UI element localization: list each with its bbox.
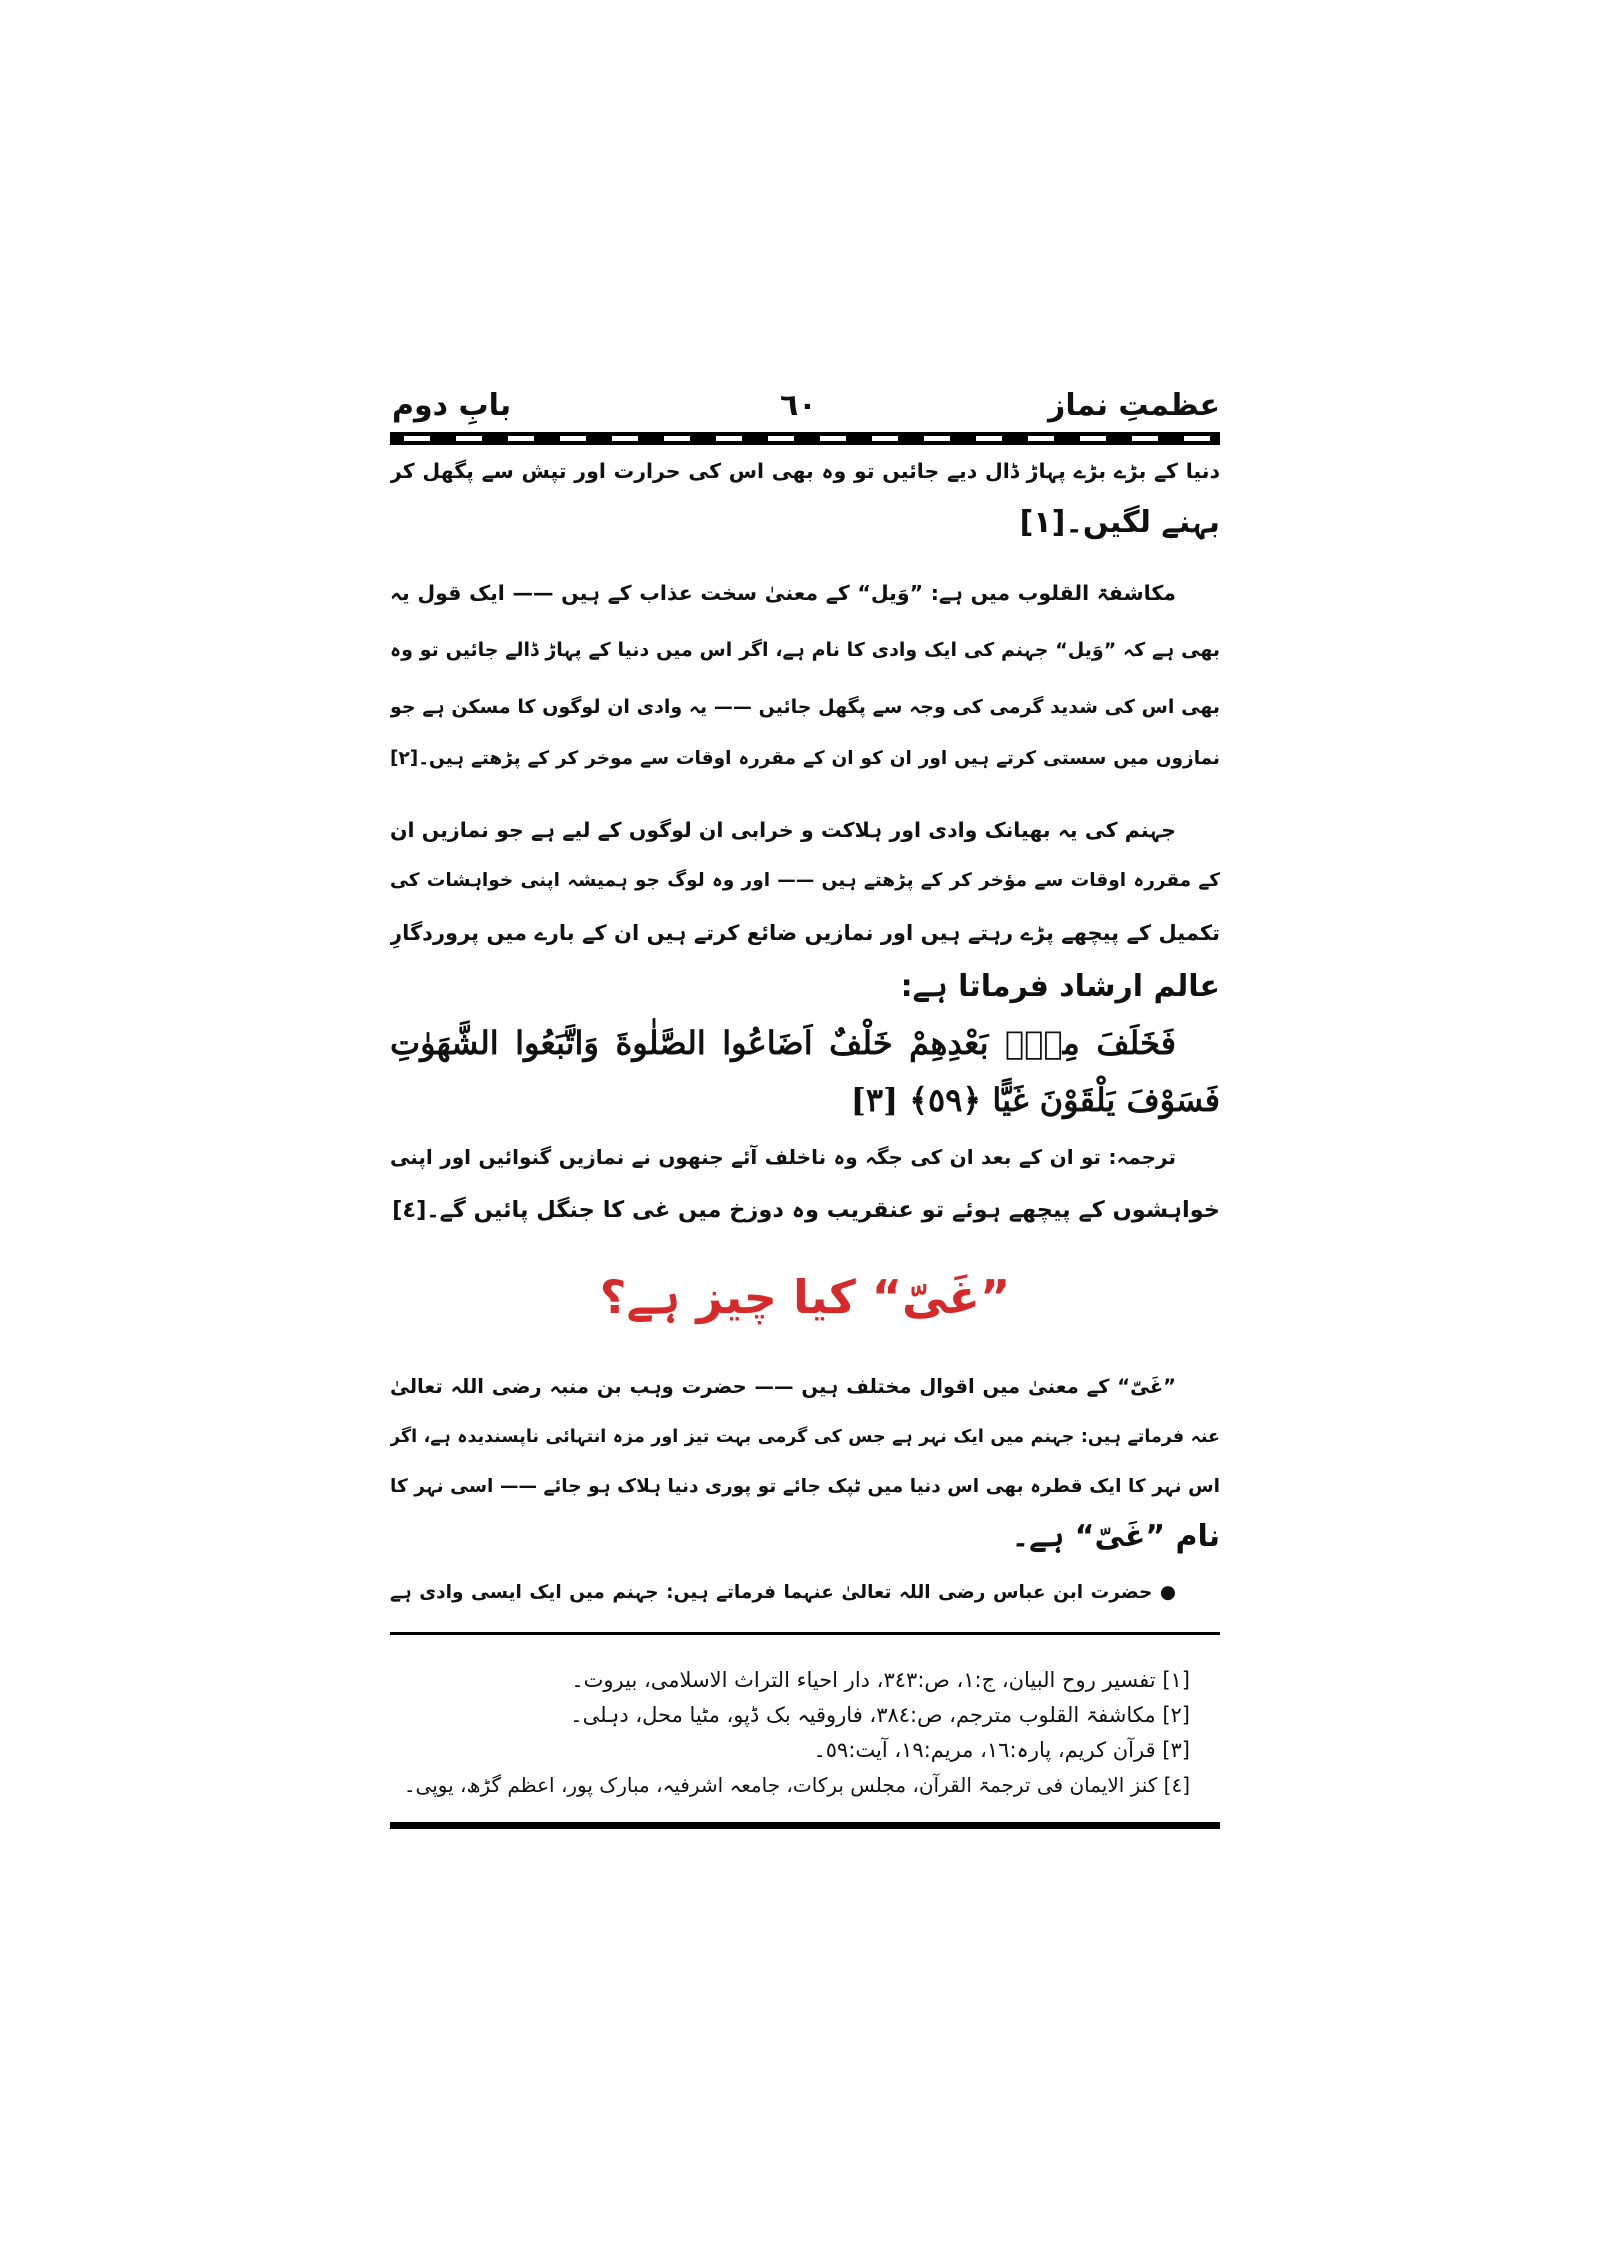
text-line: عنہ فرماتے ہیں: جہنم میں ایک نہر ہے جس کی گرمی بہت تیز اور مزہ انتہائی ناپسندیدہ ہے، اگر	[390, 1427, 1220, 1447]
footnote: [٣] قرآن کریم، پارہ:١٦، مریم:١٩، آیت:٥٩۔	[813, 1738, 1190, 1762]
translation-line: ترجمہ: تو ان کے بعد ان کی جگہ وہ ناخلف آئے جنھوں نے نمازیں گنوائیں اور اپنی	[390, 1145, 1176, 1169]
quran-verse-line: فَسَوْفَ يَلْقَوْنَ غَيًّا ﴿٥٩﴾ [٣]	[850, 1081, 1220, 1119]
footnote-rule	[390, 1632, 1220, 1635]
quran-verse-line: فَخَلَفَ مِنْۢ بَعْدِهِمْ خَلْفٌ اَضَاعُوا الصَّلٰوةَ وَاتَّبَعُوا الشَّهَوٰتِ	[390, 1024, 1176, 1062]
translation-line: خواہشوں کے پیچھے ہوئے تو عنقریب وہ دوزخ میں غی کا جنگل پائیں گے۔[٤]	[392, 1197, 1220, 1223]
footnote: [٤] کنز الایمان فی ترجمۃ القرآن، مجلس برکات، جامعہ اشرفیہ، مبارک پور، اعظم گڑھ، یوپی۔	[403, 1773, 1190, 1797]
text-line: بھی اس کی شدید گرمی کی وجہ سے پگھل جائیں —— یہ وادی ان لوگوں کا مسکن ہے جو	[390, 696, 1220, 718]
text-line: نمازوں میں سستی کرتے ہیں اور ان کو ان کے مقررہ اوقات سے موخر کر کے پڑھتے ہیں۔[٢]	[390, 748, 1220, 769]
text-line: مکاشفۃ القلوب میں ہے: ”وَیل“ کے معنیٰ سخت عذاب کے ہیں —— ایک قول یہ	[390, 581, 1176, 605]
text-line: بہنے لگیں۔[١]	[1019, 505, 1220, 540]
text-line: جہنم کی یہ بھیانک وادی اور ہلاکت و خرابی ان لوگوں کے لیے ہے جو نمازیں ان	[390, 818, 1176, 842]
header-dashed-rule	[390, 432, 1220, 445]
text-line: بھی ہے کہ ”وَیل“ جہنم کی ایک وادی کا نام ہے، اگر اس میں دنیا کے پہاڑ ڈالے جائیں تو وہ	[390, 639, 1220, 661]
footnote: [١] تفسیر روح البیان، ج:١، ص:٣٤٣، دار احیاء التراث الاسلامی، بیروت۔	[571, 1668, 1190, 1692]
text-line: کے مقررہ اوقات سے مؤخر کر کے پڑھتے ہیں —— اور وہ لوگ جو ہمیشہ اپنی خواہشات کی	[390, 870, 1220, 891]
text-line: ”غَیّ“ کے معنیٰ میں اقوال مختلف ہیں —— حضرت وہب بن منبہ رضی اللہ تعالیٰ	[390, 1375, 1176, 1398]
bottom-rule	[390, 1822, 1220, 1829]
book-title: عظمتِ نماز	[1048, 388, 1220, 423]
bullet-line: ● حضرت ابن عباس رضی اللہ تعالیٰ عنہما فرماتے ہیں: جہنم میں ایک ایسی وادی ہے	[390, 1582, 1176, 1603]
page-number: ٦٠	[780, 388, 817, 423]
chapter-title: بابِ دوم	[392, 388, 512, 423]
text-line: عالم ارشاد فرماتا ہے:	[900, 969, 1220, 1004]
text-line: دنیا کے بڑے بڑے پہاڑ ڈال دیے جائیں تو وہ بھی اس کی حرارت اور تپش سے پگھل کر	[390, 459, 1220, 483]
text-line: نام ”غَیّ“ ہے۔	[1011, 1519, 1220, 1554]
footnote: [٢] مکاشفۃ القلوب مترجم، ص:٣٨٤، فاروقیہ بک ڈپو، مٹیا محل، دہلی۔	[570, 1703, 1190, 1727]
text-line: تکمیل کے پیچھے پڑے رہتے ہیں اور نمازیں ضائع کرتے ہیں ان کے بارے میں پروردگارِ	[390, 921, 1220, 945]
text-line: اس نہر کا ایک قطرہ بھی اس دنیا میں ٹپک جائے تو پوری دنیا ہلاک ہو جائے —— اسی نہر کا	[390, 1476, 1220, 1497]
section-heading: ”غَیّ“ کیا چیز ہے؟	[599, 1270, 1011, 1324]
